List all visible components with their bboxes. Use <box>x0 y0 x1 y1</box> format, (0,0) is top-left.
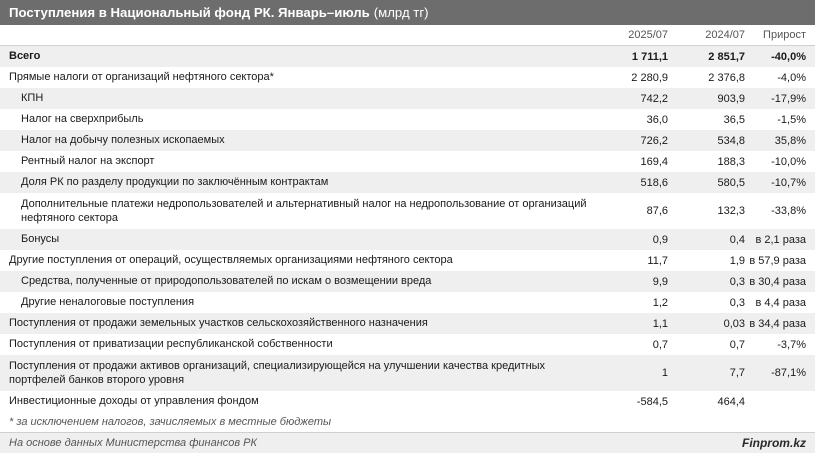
table-row <box>0 229 815 250</box>
table-row <box>0 46 815 67</box>
row-label: Доля РК по разделу продукции по заключённым контрактам <box>21 176 329 189</box>
row-value-2024: 188,3 <box>717 155 745 168</box>
table-row <box>0 355 815 391</box>
row-change: -40,0% <box>771 50 806 63</box>
row-value-2024: 0,3 <box>729 275 745 288</box>
row-change: 35,8% <box>774 134 806 147</box>
row-value-2024: 0,3 <box>729 296 745 309</box>
header-change: Прирост <box>763 29 806 41</box>
table-title <box>0 0 815 25</box>
row-change: в 30,4 раза <box>749 275 806 288</box>
row-change: -4,0% <box>777 71 806 84</box>
row-label: Поступления от продажи земельных участков сельскохозяйственного назначения <box>9 317 428 330</box>
table-row <box>0 250 815 271</box>
row-change: в 2,1 раза <box>755 233 806 246</box>
row-value-2025: 1,1 <box>652 317 668 330</box>
header-2025: 2025/07 <box>628 29 668 41</box>
title-unit: (млрд тг) <box>373 5 429 20</box>
row-value-2025: 87,6 <box>646 205 668 217</box>
row-change: в 34,4 раза <box>749 317 806 330</box>
table-row <box>0 334 815 355</box>
table-row <box>0 67 815 88</box>
row-value-2025: 518,6 <box>640 176 668 189</box>
row-change: -33,8% <box>771 205 806 217</box>
row-label: Прямые налоги от организаций нефтяного сектора* <box>9 71 274 84</box>
brand-logo-text: Finprom.kz <box>741 436 806 450</box>
row-change: -87,1% <box>771 367 806 379</box>
row-label: Бонусы <box>21 233 60 246</box>
title-main: Поступления в Национальный фонд РК. Январь–июль <box>9 5 370 20</box>
row-label: Всего <box>9 50 41 63</box>
row-change: -1,5% <box>777 113 806 126</box>
column-headers <box>0 25 815 46</box>
row-value-2025: 36,0 <box>646 113 668 126</box>
row-change: -10,7% <box>771 176 806 189</box>
row-value-2025: 11,7 <box>647 254 668 267</box>
row-value-2025: 9,9 <box>652 275 668 288</box>
header-2024: 2024/07 <box>705 29 745 41</box>
table-row <box>0 130 815 151</box>
row-label: КПН <box>21 92 44 105</box>
row-change: в 4,4 раза <box>755 296 806 309</box>
row-value-2024: 2 851,7 <box>708 50 745 63</box>
row-label: Средства, полученные от природопользователей по искам о возмещении вреда <box>21 275 432 288</box>
row-change: -10,0% <box>771 155 806 168</box>
footer <box>0 433 815 453</box>
row-value-2025: -584,5 <box>636 395 668 408</box>
row-value-2024: 580,5 <box>717 176 745 189</box>
row-change: -17,9% <box>771 92 806 105</box>
table-row <box>0 292 815 313</box>
row-value-2025: 0,7 <box>652 338 668 351</box>
row-change: в 57,9 раза <box>749 254 806 267</box>
row-label: Рентный налог на экспорт <box>21 155 155 168</box>
row-value-2025: 2 280,9 <box>631 71 668 84</box>
footnote: * за исключением налогов, зачисляемых в местные бюджеты <box>0 412 815 433</box>
row-value-2024: 1,9 <box>729 254 745 267</box>
table-row <box>0 193 815 229</box>
row-value-2024: 132,3 <box>717 205 745 217</box>
source-note: На основе данных Министерства финансов РК <box>9 437 257 449</box>
table-row <box>0 271 815 292</box>
row-label: Налог на сверхприбыль <box>21 113 144 126</box>
row-label: Дополнительные платежи недропользователей и альтернативный налог на недропользование от организаций нефтяного сектора <box>21 197 587 224</box>
row-value-2024: 903,9 <box>717 92 745 105</box>
row-value-2024: 36,5 <box>723 113 745 126</box>
row-value-2025: 1 <box>661 367 668 379</box>
table-row <box>0 172 815 193</box>
table-row <box>0 391 815 412</box>
row-value-2024: 0,7 <box>729 338 745 351</box>
row-value-2024: 0,4 <box>729 233 745 246</box>
table-row <box>0 88 815 109</box>
row-value-2025: 1 711,1 <box>631 50 668 63</box>
row-label: Другие поступления от операций, осуществляемых организациями нефтяного сектора <box>9 254 453 267</box>
row-change: -3,7% <box>777 338 806 351</box>
row-value-2025: 742,2 <box>640 92 668 105</box>
row-value-2024: 7,7 <box>729 367 745 379</box>
row-value-2024: 0,03 <box>723 317 745 330</box>
table-row <box>0 151 815 172</box>
row-value-2024: 534,8 <box>717 134 745 147</box>
row-value-2025: 726,2 <box>640 134 668 147</box>
row-value-2025: 1,2 <box>652 296 668 309</box>
row-value-2025: 0,9 <box>652 233 668 246</box>
table-row <box>0 313 815 334</box>
row-label: Налог на добычу полезных ископаемых <box>21 134 225 147</box>
row-label: Поступления от продажи активов организаций, специализирующейся на улучшении качества кредитных портфелей банков второго уровня <box>9 359 546 386</box>
row-label: Другие неналоговые поступления <box>21 296 195 309</box>
row-value-2025: 169,4 <box>640 155 668 168</box>
row-label: Поступления от приватизации республиканской собственности <box>9 338 333 351</box>
row-value-2024: 464,4 <box>717 395 745 408</box>
table-row <box>0 109 815 130</box>
row-value-2024: 2 376,8 <box>708 71 745 84</box>
row-label: Инвестиционные доходы от управления фондом <box>9 395 259 408</box>
